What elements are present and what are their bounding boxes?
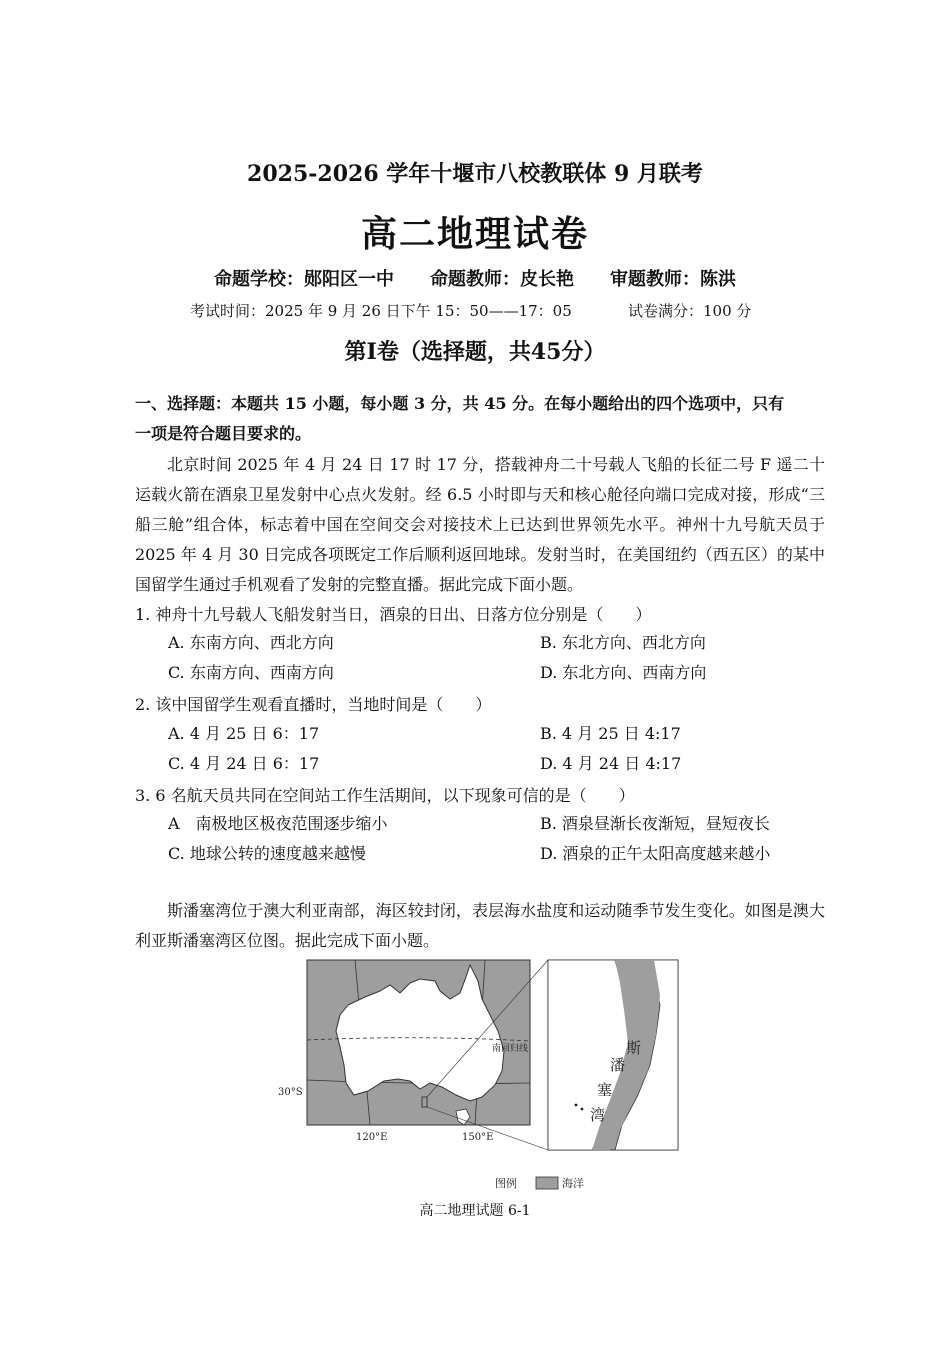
- question-3-option-d: D. 酒泉的正午太阳高度越来越小: [540, 844, 771, 863]
- lon-label-120e: 120°E: [356, 1132, 388, 1143]
- question-1-option-a: A. 东南方向、西北方向: [168, 633, 334, 652]
- inset-char-3: 塞: [597, 1081, 613, 1099]
- section-heading: [135, 389, 825, 449]
- legend-label: 图例: [495, 1177, 517, 1190]
- section-heading-line2: 一项是符合题目要求的。: [135, 424, 312, 443]
- question-3-stem: 3. 6 名航天员共同在空间站工作生活期间，以下现象可信的是（ ）: [135, 786, 635, 805]
- inset-char-1: 斯: [626, 1039, 642, 1057]
- passage-1: 北京时间 2025 年 4 月 24 日 17 时 17 分，搭载神舟二十号载人飞船的长征二号 F 遥二十运载火箭在酒泉卫星发射中心点火发射。经 6.5 小时即与天和核心舱径向端口完成对接，形成“三船三舱”组合体，标志着中国在空间交会对接技术上已达到世界领先水平。神州十九号航天员于 2025 年 4 月 30 日完成各项既定工作后顺利返回地球。发射当时，在美国纽约（西五区）的某中国留学生通过手机观看了发射的完整直播。据此完成下面小题。: [135, 455, 825, 594]
- part-title: 第I卷（选择题，共45分）: [344, 339, 606, 365]
- question-2-option-c: C. 4 月 24 日 6：17: [168, 754, 320, 773]
- inset-char-4: 湾: [590, 1106, 606, 1124]
- exam-title: 2025-2026 学年十堰市八校教联体 9 月联考: [247, 161, 703, 187]
- lat-label-30s: 30°S: [278, 1087, 303, 1098]
- legend-ocean-label: 海洋: [562, 1177, 584, 1190]
- passage-2: 斯潘塞湾位于澳大利亚南部，海区较封闭，表层海水盐度和运动随季节发生变化。如图是澳大利亚斯潘塞湾区位图。据此完成下面小题。: [135, 901, 825, 950]
- question-2-option-b: B. 4 月 25 日 4:17: [540, 724, 681, 743]
- question-3-option-b: B. 酒泉昼渐长夜渐短，昼短夜长: [540, 814, 770, 833]
- page-footer: 高二地理试题 6-1: [419, 1203, 531, 1219]
- legend-ocean-swatch: [536, 1177, 558, 1189]
- question-1-stem: 1. 神舟十九号载人飞船发射当日，酒泉的日出、日落方位分别是（ ）: [135, 605, 652, 624]
- inset-island-1: [575, 1104, 578, 1107]
- inset-island-2: [581, 1108, 584, 1111]
- australia-location-map: [270, 955, 690, 1195]
- question-2-stem: 2. 该中国留学生观看直播时，当地时间是（ ）: [135, 695, 492, 714]
- full-score: 试卷满分：100 分: [628, 302, 752, 320]
- exam-time: 考试时间：2025 年 9 月 26 日下午 15：50——17：05: [190, 302, 572, 320]
- question-2-option-d: D. 4 月 24 日 4:17: [540, 754, 682, 773]
- question-2-option-a: A. 4 月 25 日 6：17: [168, 724, 320, 743]
- question-1-option-b: B. 东北方向、西北方向: [540, 633, 706, 652]
- question-3-option-a: A 南极地区极夜范围逐步缩小: [168, 814, 388, 833]
- question-1-option-c: C. 东南方向、西南方向: [168, 663, 334, 682]
- question-1-option-d: D. 东北方向、西南方向: [540, 663, 707, 682]
- inset-char-2: 潘: [610, 1056, 626, 1074]
- question-3-option-c: C. 地球公转的速度越来越慢: [168, 844, 366, 863]
- subject-title: 高二地理试卷: [360, 213, 589, 255]
- tropic-label: 南回归线: [492, 1044, 529, 1054]
- section-heading-line1: 一、选择题：本题共 15 小题，每小题 3 分，共 45 分。在每小题给出的四个选项中，只有: [135, 394, 785, 413]
- lon-label-150e: 150°E: [462, 1132, 494, 1143]
- authors-line: 命题学校：郧阳区一中 命题教师：皮长艳 审题教师：陈洪: [214, 269, 736, 290]
